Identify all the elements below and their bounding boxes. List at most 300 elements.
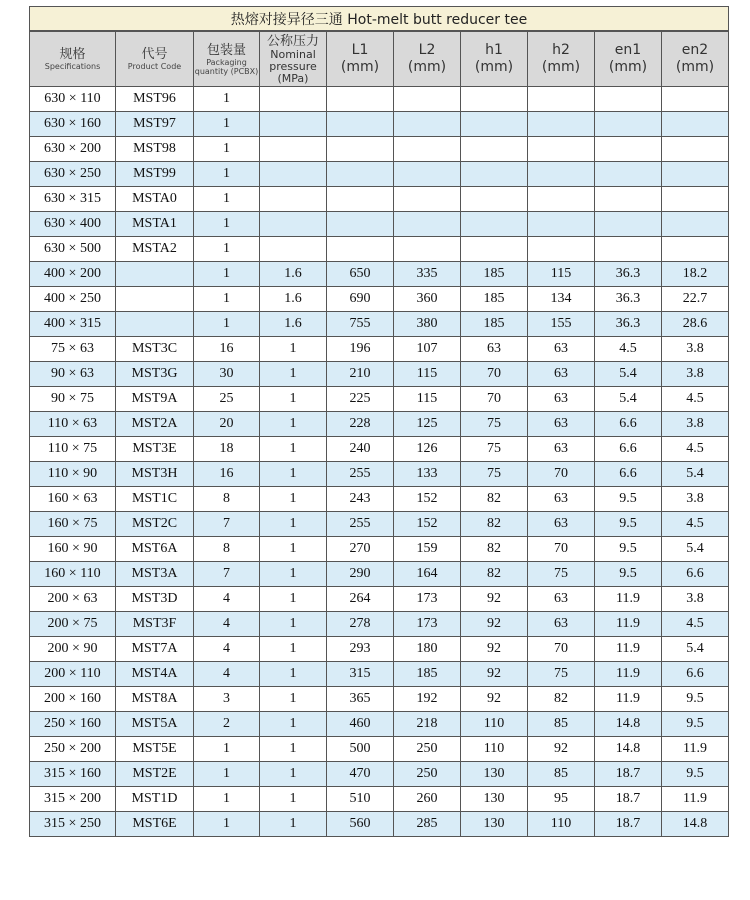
h1-cell <box>461 212 528 237</box>
pack-cell: 16 <box>194 337 260 362</box>
l1-cell: 460 <box>327 712 394 737</box>
l1-cell <box>327 112 394 137</box>
code-cell: MSTA0 <box>116 187 194 212</box>
h1-cell: 185 <box>461 287 528 312</box>
table-row <box>30 612 729 637</box>
table-row <box>30 662 729 687</box>
en1-cell: 6.6 <box>595 437 662 462</box>
en2-cell <box>662 162 729 187</box>
en1-cell: 9.5 <box>595 487 662 512</box>
spec-cell: 160 × 63 <box>30 487 116 512</box>
spec-cell: 630 × 200 <box>30 137 116 162</box>
table-body <box>30 87 729 837</box>
header-unit-label: (mm) <box>608 59 648 75</box>
pressure-cell <box>260 212 327 237</box>
l2-cell: 180 <box>394 637 461 662</box>
h1-cell: 92 <box>461 637 528 662</box>
l2-cell <box>394 237 461 262</box>
h2-cell <box>528 162 595 187</box>
pack-cell: 4 <box>194 637 260 662</box>
header-unit-label: (mm) <box>340 59 380 75</box>
en1-cell <box>595 137 662 162</box>
en1-cell: 9.5 <box>595 562 662 587</box>
code-cell: MST3G <box>116 362 194 387</box>
h1-cell: 75 <box>461 412 528 437</box>
header-cn-label: 规格 <box>59 47 86 62</box>
spec-cell: 630 × 500 <box>30 237 116 262</box>
h1-cell <box>461 112 528 137</box>
en2-cell: 9.5 <box>662 687 729 712</box>
en2-cell: 4.5 <box>662 512 729 537</box>
en1-cell: 14.8 <box>595 737 662 762</box>
h1-cell: 75 <box>461 437 528 462</box>
header-row <box>30 32 729 87</box>
spec-cell: 200 × 90 <box>30 637 116 662</box>
header-l1 <box>327 32 394 87</box>
pressure-cell: 1.6 <box>260 262 327 287</box>
l1-cell: 278 <box>327 612 394 637</box>
l2-cell: 152 <box>394 512 461 537</box>
table-row <box>30 462 729 487</box>
table-row <box>30 337 729 362</box>
code-cell: MST2A <box>116 412 194 437</box>
l2-cell: 173 <box>394 587 461 612</box>
l2-cell <box>394 212 461 237</box>
h2-cell: 134 <box>528 287 595 312</box>
pressure-cell: 1 <box>260 537 327 562</box>
en2-cell: 22.7 <box>662 287 729 312</box>
spec-cell: 315 × 160 <box>30 762 116 787</box>
pack-cell: 25 <box>194 387 260 412</box>
header-en-label: Specifications <box>44 62 101 71</box>
table-row <box>30 362 729 387</box>
l2-cell: 107 <box>394 337 461 362</box>
pack-cell: 1 <box>194 237 260 262</box>
pressure-cell <box>260 187 327 212</box>
pack-cell: 7 <box>194 562 260 587</box>
l1-cell: 225 <box>327 387 394 412</box>
en1-cell <box>595 87 662 112</box>
en1-cell: 4.5 <box>595 337 662 362</box>
header-label: L2 <box>418 42 436 58</box>
en1-cell: 5.4 <box>595 387 662 412</box>
l2-cell: 152 <box>394 487 461 512</box>
header-unit-label: (mm) <box>675 59 715 75</box>
en2-cell: 11.9 <box>662 787 729 812</box>
l2-cell: 250 <box>394 762 461 787</box>
en2-cell: 3.8 <box>662 362 729 387</box>
l2-cell <box>394 87 461 112</box>
en1-cell: 11.9 <box>595 587 662 612</box>
en1-cell: 11.9 <box>595 662 662 687</box>
en2-cell: 3.8 <box>662 587 729 612</box>
spec-cell: 160 × 75 <box>30 512 116 537</box>
en2-cell: 9.5 <box>662 762 729 787</box>
code-cell <box>116 262 194 287</box>
pressure-cell <box>260 87 327 112</box>
l1-cell <box>327 187 394 212</box>
table-row <box>30 112 729 137</box>
h1-cell: 185 <box>461 262 528 287</box>
en1-cell: 36.3 <box>595 287 662 312</box>
header-label: h1 <box>485 42 503 58</box>
h2-cell: 63 <box>528 487 595 512</box>
code-cell: MST3H <box>116 462 194 487</box>
table-row <box>30 412 729 437</box>
h1-cell: 82 <box>461 562 528 587</box>
en1-cell: 9.5 <box>595 537 662 562</box>
pressure-cell: 1 <box>260 562 327 587</box>
h1-cell <box>461 137 528 162</box>
table-row <box>30 387 729 412</box>
code-cell: MST5E <box>116 737 194 762</box>
h2-cell <box>528 137 595 162</box>
en2-cell: 5.4 <box>662 462 729 487</box>
code-cell: MST99 <box>116 162 194 187</box>
l2-cell: 285 <box>394 812 461 837</box>
l2-cell: 173 <box>394 612 461 637</box>
l1-cell: 500 <box>327 737 394 762</box>
h2-cell: 63 <box>528 387 595 412</box>
pack-cell: 1 <box>194 737 260 762</box>
en2-cell: 9.5 <box>662 712 729 737</box>
l1-cell: 365 <box>327 687 394 712</box>
header-l2 <box>394 32 461 87</box>
pack-cell: 4 <box>194 587 260 612</box>
code-cell: MST3D <box>116 587 194 612</box>
h1-cell: 130 <box>461 762 528 787</box>
en1-cell: 6.6 <box>595 412 662 437</box>
en1-cell: 18.7 <box>595 762 662 787</box>
code-cell: MST6E <box>116 812 194 837</box>
pressure-cell: 1 <box>260 362 327 387</box>
l2-cell: 250 <box>394 737 461 762</box>
header-en2 <box>662 32 729 87</box>
code-cell: MST7A <box>116 637 194 662</box>
pack-cell: 2 <box>194 712 260 737</box>
pack-cell: 3 <box>194 687 260 712</box>
h2-cell: 63 <box>528 412 595 437</box>
code-cell: MST2E <box>116 762 194 787</box>
l2-cell: 218 <box>394 712 461 737</box>
pack-cell: 1 <box>194 87 260 112</box>
spec-cell: 160 × 90 <box>30 537 116 562</box>
en2-cell <box>662 87 729 112</box>
code-cell: MST8A <box>116 687 194 712</box>
en2-cell: 28.6 <box>662 312 729 337</box>
h1-cell: 92 <box>461 687 528 712</box>
spec-cell: 630 × 315 <box>30 187 116 212</box>
pack-cell: 20 <box>194 412 260 437</box>
l1-cell: 293 <box>327 637 394 662</box>
h1-cell <box>461 87 528 112</box>
spec-cell: 400 × 200 <box>30 262 116 287</box>
en2-cell <box>662 212 729 237</box>
pressure-cell: 1 <box>260 662 327 687</box>
en1-cell: 18.7 <box>595 787 662 812</box>
table-row <box>30 587 729 612</box>
pack-cell: 1 <box>194 287 260 312</box>
l2-cell: 260 <box>394 787 461 812</box>
en1-cell: 9.5 <box>595 512 662 537</box>
h2-cell: 75 <box>528 562 595 587</box>
h1-cell: 82 <box>461 487 528 512</box>
h2-cell: 110 <box>528 812 595 837</box>
pack-cell: 4 <box>194 662 260 687</box>
en1-cell <box>595 237 662 262</box>
table-row <box>30 487 729 512</box>
code-cell: MST97 <box>116 112 194 137</box>
en1-cell: 11.9 <box>595 687 662 712</box>
spec-cell: 75 × 63 <box>30 337 116 362</box>
header-packaging <box>194 32 260 87</box>
spec-cell: 250 × 160 <box>30 712 116 737</box>
pressure-cell: 1 <box>260 637 327 662</box>
en2-cell <box>662 112 729 137</box>
h1-cell: 92 <box>461 612 528 637</box>
header-unit-label: (MPa) <box>277 71 309 85</box>
l2-cell <box>394 187 461 212</box>
en1-cell: 11.9 <box>595 637 662 662</box>
l1-cell: 255 <box>327 512 394 537</box>
table-row <box>30 287 729 312</box>
pressure-cell: 1.6 <box>260 312 327 337</box>
h1-cell: 110 <box>461 737 528 762</box>
pack-cell: 1 <box>194 137 260 162</box>
h2-cell: 92 <box>528 737 595 762</box>
en1-cell: 5.4 <box>595 362 662 387</box>
code-cell: MST1D <box>116 787 194 812</box>
en2-cell: 5.4 <box>662 637 729 662</box>
table-row <box>30 512 729 537</box>
pressure-cell: 1 <box>260 437 327 462</box>
code-cell: MST1C <box>116 487 194 512</box>
code-cell: MST3C <box>116 337 194 362</box>
h1-cell: 75 <box>461 462 528 487</box>
en2-cell: 4.5 <box>662 612 729 637</box>
l1-cell: 510 <box>327 787 394 812</box>
h2-cell: 85 <box>528 762 595 787</box>
table-row <box>30 137 729 162</box>
code-cell: MST3F <box>116 612 194 637</box>
l1-cell: 228 <box>327 412 394 437</box>
h1-cell <box>461 162 528 187</box>
header-product-code <box>116 32 194 87</box>
l1-cell: 270 <box>327 537 394 562</box>
header-unit-label: (mm) <box>474 59 514 75</box>
en1-cell <box>595 212 662 237</box>
spec-cell: 400 × 315 <box>30 312 116 337</box>
table-row <box>30 437 729 462</box>
code-cell: MST96 <box>116 87 194 112</box>
l2-cell: 115 <box>394 362 461 387</box>
header-h1 <box>461 32 528 87</box>
pressure-cell <box>260 112 327 137</box>
h1-cell: 130 <box>461 787 528 812</box>
spec-cell: 630 × 160 <box>30 112 116 137</box>
table-row <box>30 712 729 737</box>
pressure-cell: 1 <box>260 337 327 362</box>
h1-cell: 110 <box>461 712 528 737</box>
table-row <box>30 812 729 837</box>
code-cell: MSTA1 <box>116 212 194 237</box>
pack-cell: 1 <box>194 262 260 287</box>
h1-cell: 82 <box>461 537 528 562</box>
h2-cell: 63 <box>528 512 595 537</box>
h2-cell: 63 <box>528 362 595 387</box>
code-cell: MST2C <box>116 512 194 537</box>
h2-cell: 95 <box>528 787 595 812</box>
pack-cell: 18 <box>194 437 260 462</box>
header-specifications <box>30 32 116 87</box>
pressure-cell <box>260 137 327 162</box>
en1-cell: 36.3 <box>595 312 662 337</box>
pack-cell: 1 <box>194 112 260 137</box>
header-cn-label: 公称压力 <box>266 33 319 49</box>
pressure-cell: 1.6 <box>260 287 327 312</box>
pack-cell: 1 <box>194 162 260 187</box>
en2-cell: 6.6 <box>662 562 729 587</box>
l1-cell: 690 <box>327 287 394 312</box>
pack-cell: 7 <box>194 512 260 537</box>
pack-cell: 8 <box>194 487 260 512</box>
l2-cell: 115 <box>394 387 461 412</box>
l1-cell <box>327 137 394 162</box>
pressure-cell: 1 <box>260 812 327 837</box>
spec-table <box>29 31 729 837</box>
h2-cell: 85 <box>528 712 595 737</box>
header-unit-label: (mm) <box>407 59 447 75</box>
code-cell: MST6A <box>116 537 194 562</box>
l1-cell: 240 <box>327 437 394 462</box>
en1-cell: 11.9 <box>595 612 662 637</box>
l1-cell: 210 <box>327 362 394 387</box>
l1-cell <box>327 162 394 187</box>
pressure-cell: 1 <box>260 762 327 787</box>
l1-cell: 196 <box>327 337 394 362</box>
h2-cell <box>528 212 595 237</box>
en1-cell: 36.3 <box>595 262 662 287</box>
header-label: h2 <box>552 42 570 58</box>
l1-cell: 755 <box>327 312 394 337</box>
pack-cell: 30 <box>194 362 260 387</box>
l2-cell: 380 <box>394 312 461 337</box>
header-label: en2 <box>681 42 709 58</box>
pressure-cell: 1 <box>260 462 327 487</box>
en2-cell: 6.6 <box>662 662 729 687</box>
l1-cell: 315 <box>327 662 394 687</box>
pack-cell: 1 <box>194 187 260 212</box>
l1-cell: 290 <box>327 562 394 587</box>
l2-cell <box>394 162 461 187</box>
header-cn-label: 代号 <box>141 47 168 62</box>
pressure-cell: 1 <box>260 512 327 537</box>
spec-cell: 110 × 63 <box>30 412 116 437</box>
l2-cell: 125 <box>394 412 461 437</box>
h1-cell: 92 <box>461 587 528 612</box>
en1-cell <box>595 162 662 187</box>
code-cell: MST3E <box>116 437 194 462</box>
spec-cell: 200 × 160 <box>30 687 116 712</box>
spec-cell: 630 × 400 <box>30 212 116 237</box>
en2-cell <box>662 237 729 262</box>
l2-cell <box>394 112 461 137</box>
spec-cell: 315 × 200 <box>30 787 116 812</box>
header-en-label: Product Code <box>127 62 182 71</box>
spec-cell: 200 × 63 <box>30 587 116 612</box>
pack-cell: 8 <box>194 537 260 562</box>
table-row <box>30 687 729 712</box>
table-row <box>30 212 729 237</box>
l2-cell: 335 <box>394 262 461 287</box>
l2-cell: 192 <box>394 687 461 712</box>
h2-cell: 63 <box>528 437 595 462</box>
en2-cell: 11.9 <box>662 737 729 762</box>
en1-cell <box>595 112 662 137</box>
l2-cell: 126 <box>394 437 461 462</box>
table-row <box>30 637 729 662</box>
code-cell: MST9A <box>116 387 194 412</box>
pressure-cell <box>260 237 327 262</box>
l1-cell: 243 <box>327 487 394 512</box>
pack-cell: 16 <box>194 462 260 487</box>
spec-cell: 200 × 110 <box>30 662 116 687</box>
pressure-cell: 1 <box>260 487 327 512</box>
code-cell: MSTA2 <box>116 237 194 262</box>
pressure-cell: 1 <box>260 587 327 612</box>
h2-cell <box>528 237 595 262</box>
table-row <box>30 562 729 587</box>
h2-cell: 63 <box>528 587 595 612</box>
pressure-cell: 1 <box>260 412 327 437</box>
code-cell: MST3A <box>116 562 194 587</box>
h1-cell <box>461 237 528 262</box>
spec-cell: 110 × 75 <box>30 437 116 462</box>
pressure-cell: 1 <box>260 687 327 712</box>
header-en-label: Packaging quantity (PCBX) <box>194 57 259 76</box>
h1-cell: 70 <box>461 362 528 387</box>
l1-cell: 650 <box>327 262 394 287</box>
spec-cell: 315 × 250 <box>30 812 116 837</box>
h2-cell: 63 <box>528 612 595 637</box>
l1-cell <box>327 87 394 112</box>
h2-cell: 82 <box>528 687 595 712</box>
l1-cell <box>327 237 394 262</box>
en2-cell: 3.8 <box>662 487 729 512</box>
code-cell: MST4A <box>116 662 194 687</box>
h1-cell: 82 <box>461 512 528 537</box>
h2-cell: 75 <box>528 662 595 687</box>
en2-cell: 3.8 <box>662 412 729 437</box>
en1-cell: 18.7 <box>595 812 662 837</box>
pressure-cell: 1 <box>260 612 327 637</box>
table-row <box>30 737 729 762</box>
en2-cell <box>662 187 729 212</box>
table-row <box>30 262 729 287</box>
l1-cell: 264 <box>327 587 394 612</box>
en2-cell <box>662 137 729 162</box>
header-en-label: Nominal pressure <box>269 47 317 73</box>
en2-cell: 5.4 <box>662 537 729 562</box>
header-label: en1 <box>614 42 642 58</box>
en2-cell: 4.5 <box>662 437 729 462</box>
table-row <box>30 312 729 337</box>
header-cn-label: 包装量 <box>206 42 246 58</box>
spec-cell: 630 × 250 <box>30 162 116 187</box>
header-unit-label: (mm) <box>541 59 581 75</box>
pressure-cell: 1 <box>260 787 327 812</box>
table-row <box>30 787 729 812</box>
